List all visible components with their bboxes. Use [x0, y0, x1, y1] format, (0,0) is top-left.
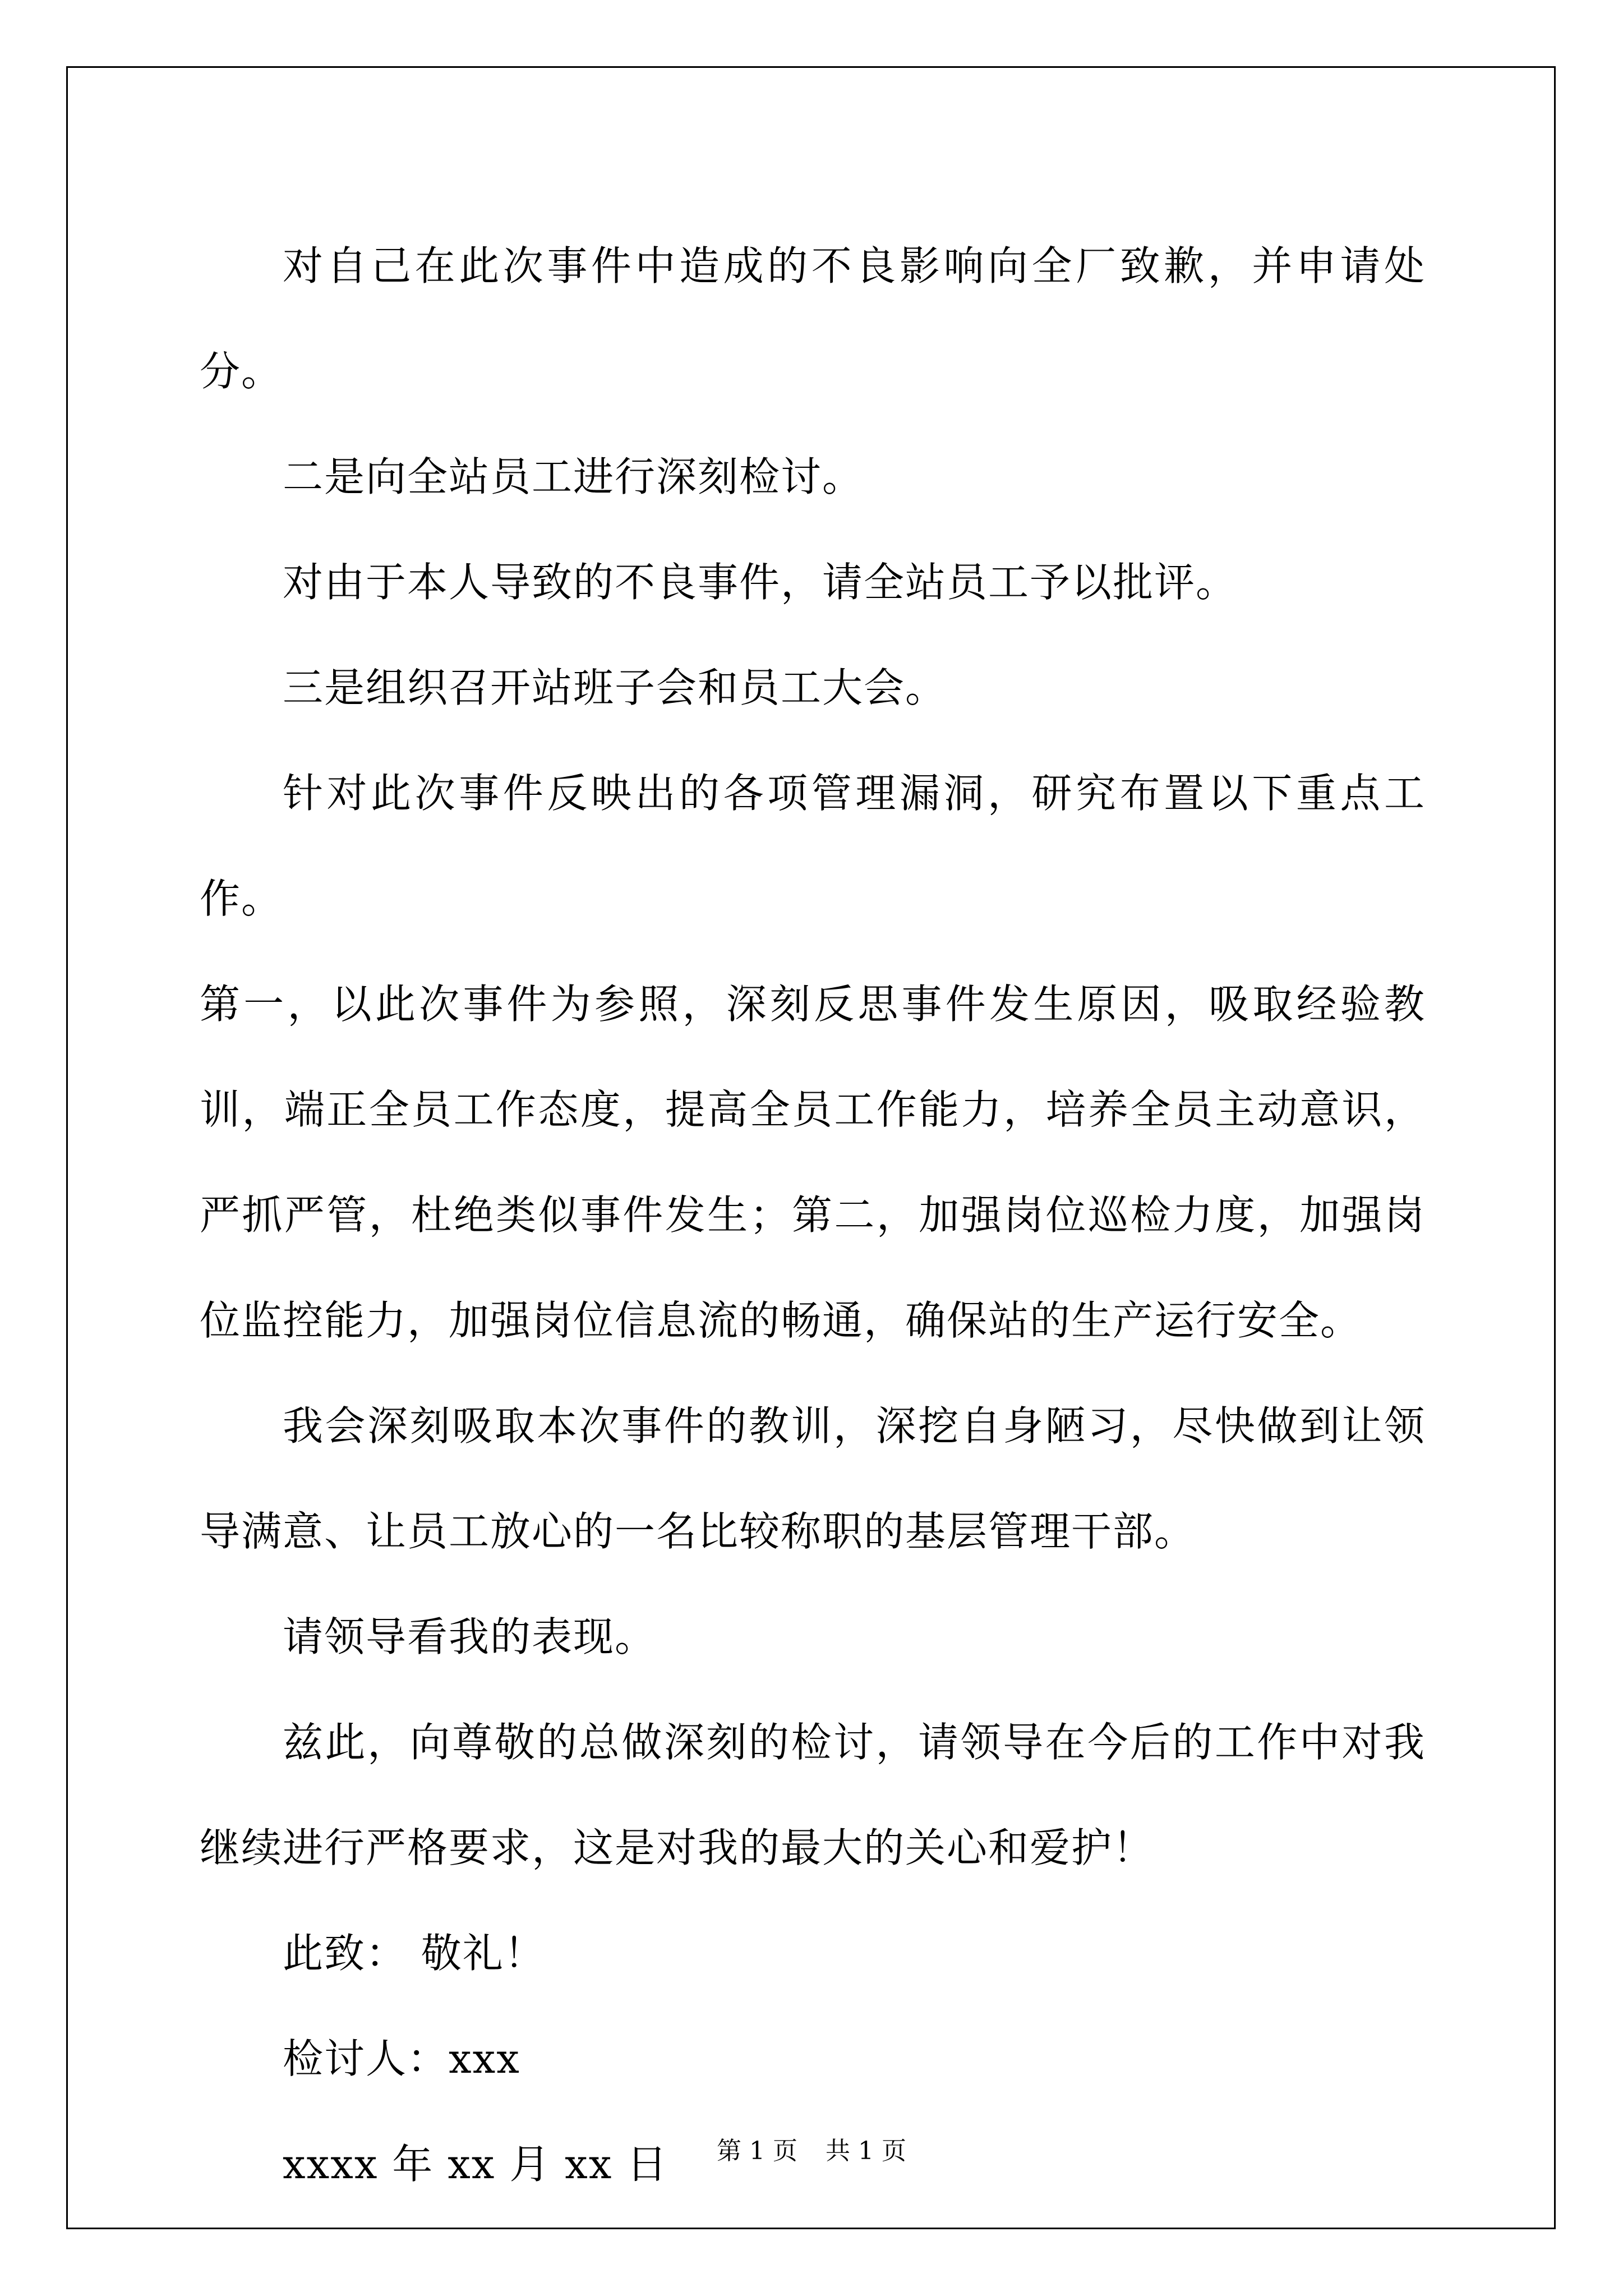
paragraph-9: 兹此，向尊敬的总做深刻的检讨，请领导在今后的工作中对我继续进行严格要求，这是对我的最大的关心和爱护！ — [200, 1719, 1426, 1871]
paragraph-7: 我会深刻吸取本次事件的教训，深挖自身陋习，尽快做到让领导满意、让员工放心的一名比较称职的基层管理干部。 — [200, 1402, 1426, 1555]
paragraph-3: 对由于本人导致的不良事件，请全站员工予以批评。 — [283, 559, 1238, 606]
page-total: 共 1 页 — [826, 2137, 906, 2165]
page-footer — [0, 2134, 1623, 2168]
paragraph-2: 二是向全站员工进行深刻检讨。 — [283, 453, 864, 500]
paragraph-8: 请领导看我的表现。 — [283, 1613, 657, 1660]
paragraph-1: 对自己在此次事件中造成的不良影响向全厂致歉，并申请处分。 — [200, 242, 1426, 395]
paragraph-5: 针对此次事件反映出的各项管理漏洞，研究布置以下重点工作。 — [200, 770, 1426, 922]
signatory: 检讨人：xxx — [283, 2035, 520, 2082]
paragraph-4: 三是组织召开站班子会和员工大会。 — [283, 664, 947, 711]
date-line: xxxx 年 xx 月 xx 日 — [283, 2141, 668, 2188]
document-body — [200, 213, 1426, 2217]
page-number: 第 1 页 — [717, 2137, 797, 2165]
closing-salutation: 此致： 敬礼！ — [283, 1930, 546, 1977]
paragraph-6: 第一，以此次事件为参照，深刻反思事件发生原因，吸取经验教训，端正全员工作态度，提高全员工作能力，培养全员主动意识，严抓严管，杜绝类似事件发生；第二，加强岗位巡检力度，加强岗位监控能力，加强岗位信息流的畅通，确保站的生产运行安全。 — [200, 981, 1426, 1344]
